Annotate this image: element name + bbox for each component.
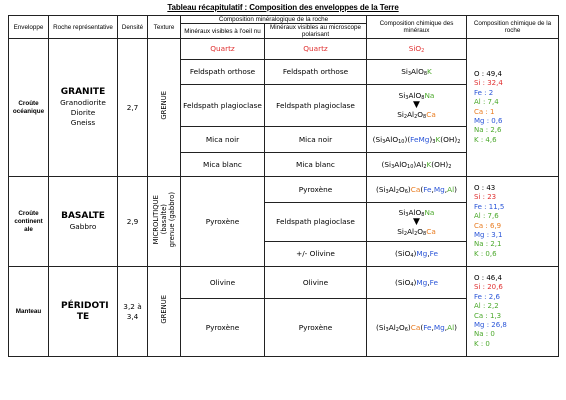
chem-value: Al : 7,4 [474,98,499,107]
mineral-micro: Pyroxène [265,177,367,203]
chem-value: Si : 20,6 [474,283,503,292]
density-mantle: 3,2 à 3,4 [118,267,148,357]
density-continental: 2,9 [118,177,148,267]
header-mineraux-oeil: Minéraux visibles à l'oeil nu [181,24,265,39]
chem-value: Si : 23 [474,193,497,202]
texture-oceanic [148,39,181,177]
formula-biotite: $(Si_3AlO_{10})(FeMg)_3K(OH)_2$ [367,127,467,153]
page-title: Tableau récapitulatif : Composition des enveloppes de la Terre [167,3,399,12]
texture-label: GRENUE [160,91,168,120]
mineral-micro: Feldspath plagioclase [265,85,367,127]
mineral-eye: Quartz [181,39,265,60]
envelope-oceanic: Croûte océanique [9,39,49,177]
header-mineraux-micro: Minéraux visibles au microscope polarisant [265,24,367,39]
rock-main-name: PÉRIDOTI TE [61,300,109,322]
chem-value: Fe : 2,6 [474,292,500,301]
arrow-down-icon: ▼ [413,216,420,227]
chem-value: O : 46,4 [474,273,502,282]
rock-granite [49,39,118,177]
rock-sub-name: Granodiorite [60,98,106,107]
mineral-eye: Pyroxène [181,177,265,267]
mineral-micro: Pyroxène [265,299,367,357]
chem-value: O : 43 [474,183,496,192]
mineral-micro: Olivine [265,267,367,299]
rock-sub-name: Gneiss [70,118,96,127]
chem-value: Fe : 2 [474,88,494,97]
header-compo-chimique-roche: Composition chimique de la roche [467,16,559,39]
formula-plagioclase: $Si_3AlO_8Na$ ▼ $Si_2Al_2O_8Ca$ [367,203,467,242]
chem-value: Ca : 1,3 [474,311,502,320]
density-oceanic: 2,7 [118,39,148,177]
formula-orthose: $Si_3AlO_8K$ [367,60,467,85]
mineral-micro: +/- Olivine [265,242,367,267]
summary-table [8,15,559,357]
envelope-mantle: Manteau [9,267,49,357]
header-compo-chimique-mineraux: Composition chimique des minéraux [367,16,467,39]
chem-rock-mantle [467,267,559,357]
rock-basalte [49,177,118,267]
chem-value: Mg : 26,8 [474,320,507,329]
mineral-eye: Olivine [181,267,265,299]
mineral-eye: Mica blanc [181,153,265,177]
chem-value: O : 49,4 [474,69,502,78]
rock-sub-name: Gabbro [69,222,97,231]
mineral-micro: Feldspath orthose [265,60,367,85]
header-compo-mineralo: Composition minéralogique de la roche [181,16,367,24]
chem-value: Ca : 6,9 [474,221,502,230]
chem-value: Na : 2,1 [474,240,502,249]
header-enveloppe: Enveloppe [9,16,49,39]
chem-value: Ca : 1 [474,107,495,116]
formula-olivine: (SiO$_4$)Mg,Fe [367,267,467,299]
chem-value: Al : 2,2 [474,302,499,311]
formula-quartz: SiO$_2$ [367,39,467,60]
chem-rock-oceanic [467,39,559,177]
texture-label: MICROLITIQUE (basalte) grenue (gabbro) [152,191,176,248]
chem-value: K : 0,6 [474,249,497,258]
mineral-eye: Feldspath plagioclase [181,85,265,127]
formula-plagioclase: $Si_3AlO_8Na$ ▼ $Si_2Al_2O_8Ca$ [367,85,467,127]
texture-continental [148,177,181,267]
chem-value: Mg : 3,1 [474,230,503,239]
mineral-micro: Mica noir [265,127,367,153]
formula-olivine: (SiO$_4$)Mg,Fe [367,242,467,267]
mineral-eye: Mica noir [181,127,265,153]
texture-mantle [148,267,181,357]
mineral-eye: Feldspath orthose [181,60,265,85]
texture-label: GRENUE [160,295,168,324]
chem-value: Mg : 0,6 [474,116,503,125]
rock-sub-name: Diorite [70,108,96,117]
rock-peridotite [49,267,118,357]
header-densite: Densité [118,16,148,39]
formula-muscovite: $(Si_3AlO_{10})Al_2K(OH)_2$ [367,153,467,177]
mineral-micro: Quartz [265,39,367,60]
chem-value: Fe : 11,5 [474,202,505,211]
chem-value: Na : 2,6 [474,126,502,135]
formula-pyroxene: $(Si_3Al_2O_6)Ca(Fe,Mg,Al)$ [367,177,467,203]
chem-value: Na : 0 [474,330,495,339]
rock-main-name: BASALTE [61,211,105,221]
arrow-down-icon: ▼ [413,100,420,110]
header-roche: Roche représentative [49,16,118,39]
chem-value: K : 0 [474,339,490,348]
envelope-continental: Croûte continent ale [9,177,49,267]
chem-value: Si : 32,4 [474,79,503,88]
formula-pyroxene: $(Si_3Al_2O_6)Ca(Fe,Mg,Al)$ [367,299,467,357]
header-texture: Texture [148,16,181,39]
chem-rock-continental [467,177,559,267]
mineral-eye: Pyroxène [181,299,265,357]
mineral-micro: Mica blanc [265,153,367,177]
chem-value: Al : 7,6 [474,212,499,221]
mineral-micro: Feldspath plagioclase [265,203,367,242]
chem-value: K : 4,6 [474,135,497,144]
rock-main-name: GRANITE [60,87,106,97]
